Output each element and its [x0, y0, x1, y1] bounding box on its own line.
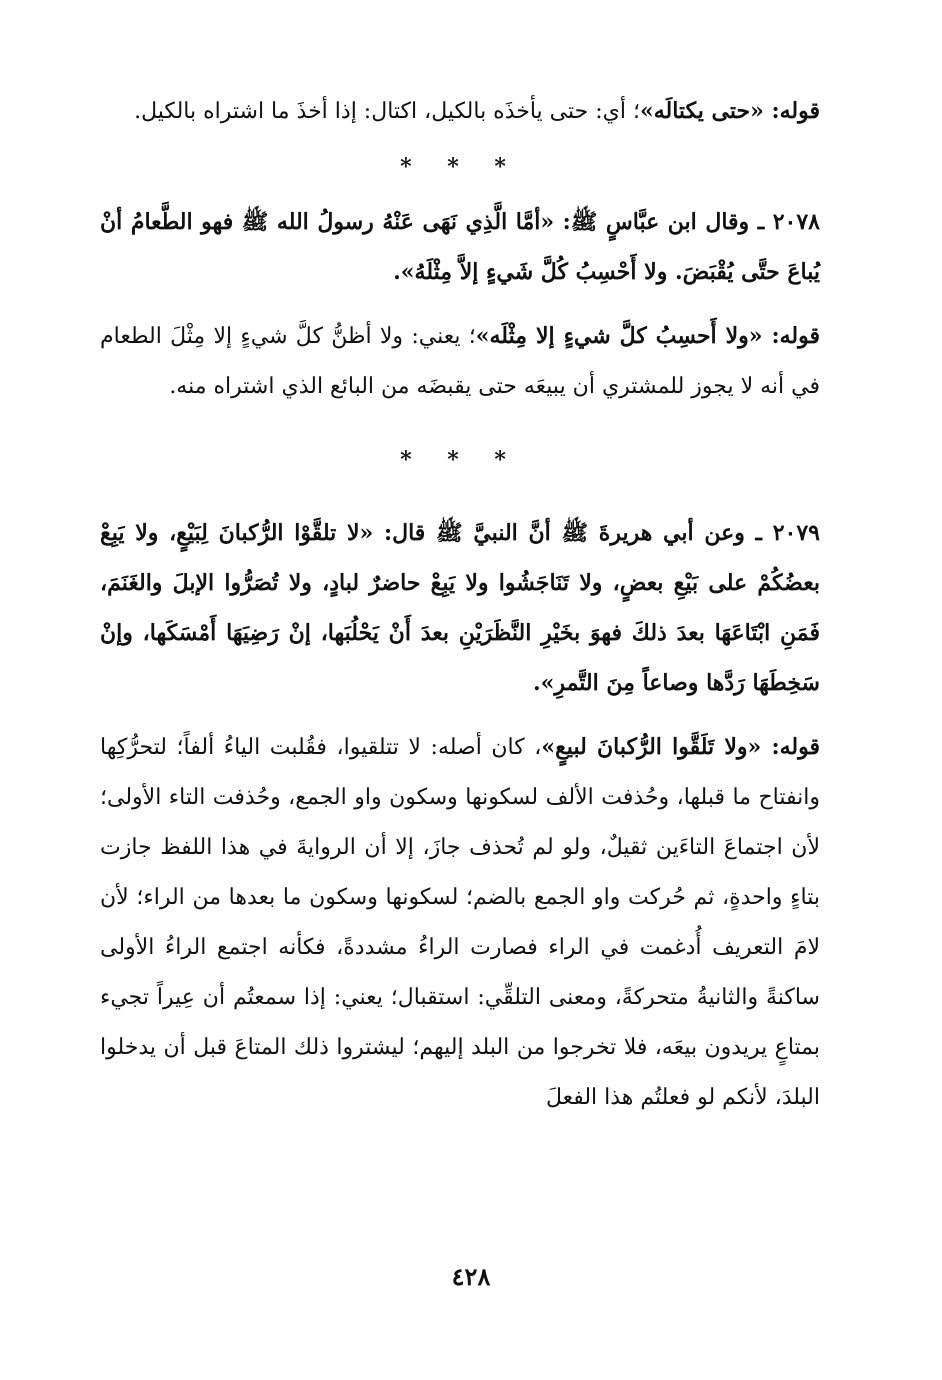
hadith-2078: ٢٠٧٨ ـ وقال ابن عبَّاسٍ ﷺ: «أمَّا الَّذِي نَهَى عَنْهُ رسولُ الله ﷺ فهو الطَّعامُ أنْ يُباعَ حتَّى يُقْبَضَ. ولا أَحْسِبُ كُلَّ شَيءٍ إلاَّ مِثْلَهُ».: [100, 209, 820, 285]
page-body: [100, 86, 820, 1123]
commentary-text: ؛ أي: حتى يأخذَه بالكيل، اكتال: إذا أخذَ ما اشتراه بالكيل.: [134, 99, 640, 124]
page-number: ٤٢٨: [451, 1262, 491, 1291]
commentary-text: ؛ يعني: ولا أظنُّ كلَّ شيءٍ إلا مِثْلَ الطعام في أنه لا يجوز للمشتري أن يبيعَه حتى يقبضَه من البائع الذي اشتراه منه.: [100, 324, 820, 399]
commentary-lead: قوله: «ولا أَحسِبُ كلَّ شيءٍ إلا مِثْلَه»: [475, 323, 820, 349]
commentary-text: ، كان أصله: لا تتلقيوا، فقُلبت الياءُ ألفاً؛ لتحرُّكِها وانفتاح ما قبلها، وحُذفت الألف لسكونها وسكون واو الجمع، وحُذفت التاء الأولى؛ لأن اجتماعَ التاءَين ثقيلٌ، ولو لم تُحذف جازَ، إلا أن الروايةَ في هذا اللفظ جازت بتاءٍ واحدةٍ، ثم حُركت واو الجمع بالضم؛ لسكونها وسكون ما بعدها من الراء؛ لأن لامَ التعريف أُدغمت في الراء فصارت الراءُ مشددةً، فكأنه اجتمع الراءُ الأولى ساكنةً والثانيةُ متحركةً، ومعنى التلقِّي: استقبال؛ يعني: إذا سمعتُم أن عِيراً تجيء بمتاعٍ يريدون بيعَه، فلا تخرجوا من البلد إليهم؛ ليشتروا ذلك المتاعَ قبل أن يدخلوا البلدَ، لأنكم لو فعلتُم هذا الفعلَ: [100, 735, 820, 1110]
hadith-2079: ٢٠٧٩ ـ وعن أبي هريرةَ ﷺ أنَّ النبيَّ ﷺ قال: «لا تلقَّوْا الرُّكبانَ لِبَيْعٍ، ولا يَبِعْ بعضُكُمْ على بَيْعِ بعضٍ، ولا تَنَاجَشُوا ولا يَبِعْ حاضرٌ لبادٍ، ولا تُصَرُّوا الإبلَ والغَنَمَ، فَمَنِ ابْتَاعَهَا بعدَ ذلكَ فهوَ بخَيْرِ النَّظَرَيْنِ بعدَ أَنْ يَحْلُبَها، إنْ رَضِيَهَا أَمْسَكَها، وإنْ سَخِطَهَا رَدَّها وصاعاً مِنَ التَّمرِ».: [100, 520, 820, 696]
commentary-lead: قوله: «ولا تَلَقَّوا الرُّكبانَ لبيعٍ»: [541, 734, 820, 760]
commentary-lead: قوله: «حتى يكتالَه»: [639, 98, 820, 124]
section-separator: * * *: [400, 447, 520, 473]
commentary-paragraph-1: [100, 86, 820, 137]
commentary-paragraph-2: [100, 311, 820, 412]
section-separator: * * *: [400, 154, 520, 180]
commentary-paragraph-3: [100, 722, 820, 1123]
